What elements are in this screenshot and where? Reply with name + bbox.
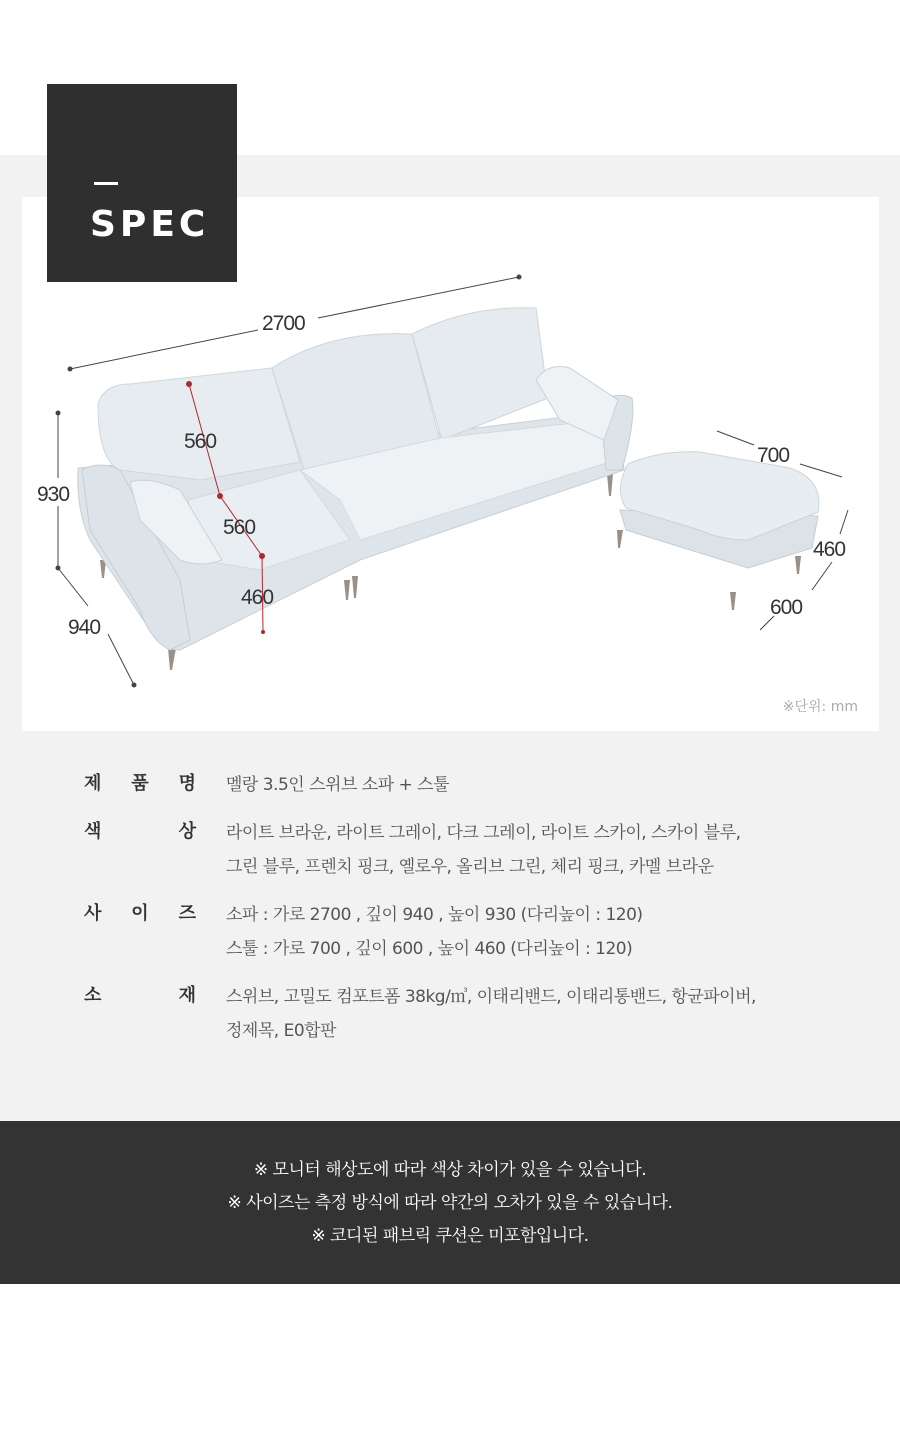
- sofa-height-label: 930: [37, 483, 70, 506]
- footer-notes: [0, 1154, 900, 1253]
- seat-height-label: 460: [241, 586, 274, 609]
- spec-value-size: 소파 : 가로 2700 , 깊이 940 , 높이 930 (다리높이 : 120) 스툴 : 가로 700 , 깊이 600 , 높이 460 (다리높이 : 120): [226, 905, 643, 959]
- stool-height-label: 460: [813, 538, 846, 561]
- spec-label-color: 색 상: [84, 821, 196, 842]
- spec-value-product-name: 멜랑 3.5인 스위브 소파 + 스툴: [226, 775, 450, 795]
- spec-header-title: SPEC: [90, 204, 210, 245]
- spec-row-material: [84, 980, 864, 1048]
- spec-value-color: 라이트 브라운, 라이트 그레이, 다크 그레이, 라이트 스카이, 스카이 블루, 그린 블루, 프렌치 핑크, 옐로우, 올리브 그린, 체리 핑크, 카멜 브라운: [226, 823, 741, 877]
- spec-row-color: [84, 816, 864, 884]
- stool-depth-label: 600: [770, 596, 803, 619]
- spec-value-material: 스위브, 고밀도 컴포트폼 38kg/㎥, 이태리밴드, 이태리통밴드, 항균파이버, 정제목, E0합판: [226, 987, 756, 1041]
- sofa-illustration: [78, 308, 633, 650]
- spec-label-product-name: 제 품 명: [84, 773, 196, 794]
- footer-note-size: ※ 사이즈는 측정 방식에 따라 약간의 오차가 있을 수 있습니다.: [227, 1193, 673, 1213]
- footer-note-color: ※ 모니터 해상도에 따라 색상 차이가 있을 수 있습니다.: [253, 1160, 647, 1180]
- stool-width-label: 700: [757, 444, 790, 467]
- spec-row-size: [84, 898, 864, 966]
- sofa-width-label: 2700: [262, 312, 305, 335]
- unit-note: ※단위: mm: [782, 699, 858, 715]
- spec-label-material: 소 재: [84, 985, 196, 1006]
- footer-note-cushion: ※ 코디된 패브릭 쿠션은 미포함입니다.: [311, 1226, 589, 1246]
- spec-table: [84, 768, 864, 1062]
- spec-label-size: 사 이 즈: [84, 903, 196, 924]
- sofa-depth-label: 940: [68, 616, 101, 639]
- stool-illustration: [617, 452, 819, 610]
- seat-depth-label: 560: [223, 516, 256, 539]
- notice-footer: [0, 1121, 900, 1284]
- spec-row-product-name: [84, 768, 864, 802]
- back-height-label: 560: [184, 430, 217, 453]
